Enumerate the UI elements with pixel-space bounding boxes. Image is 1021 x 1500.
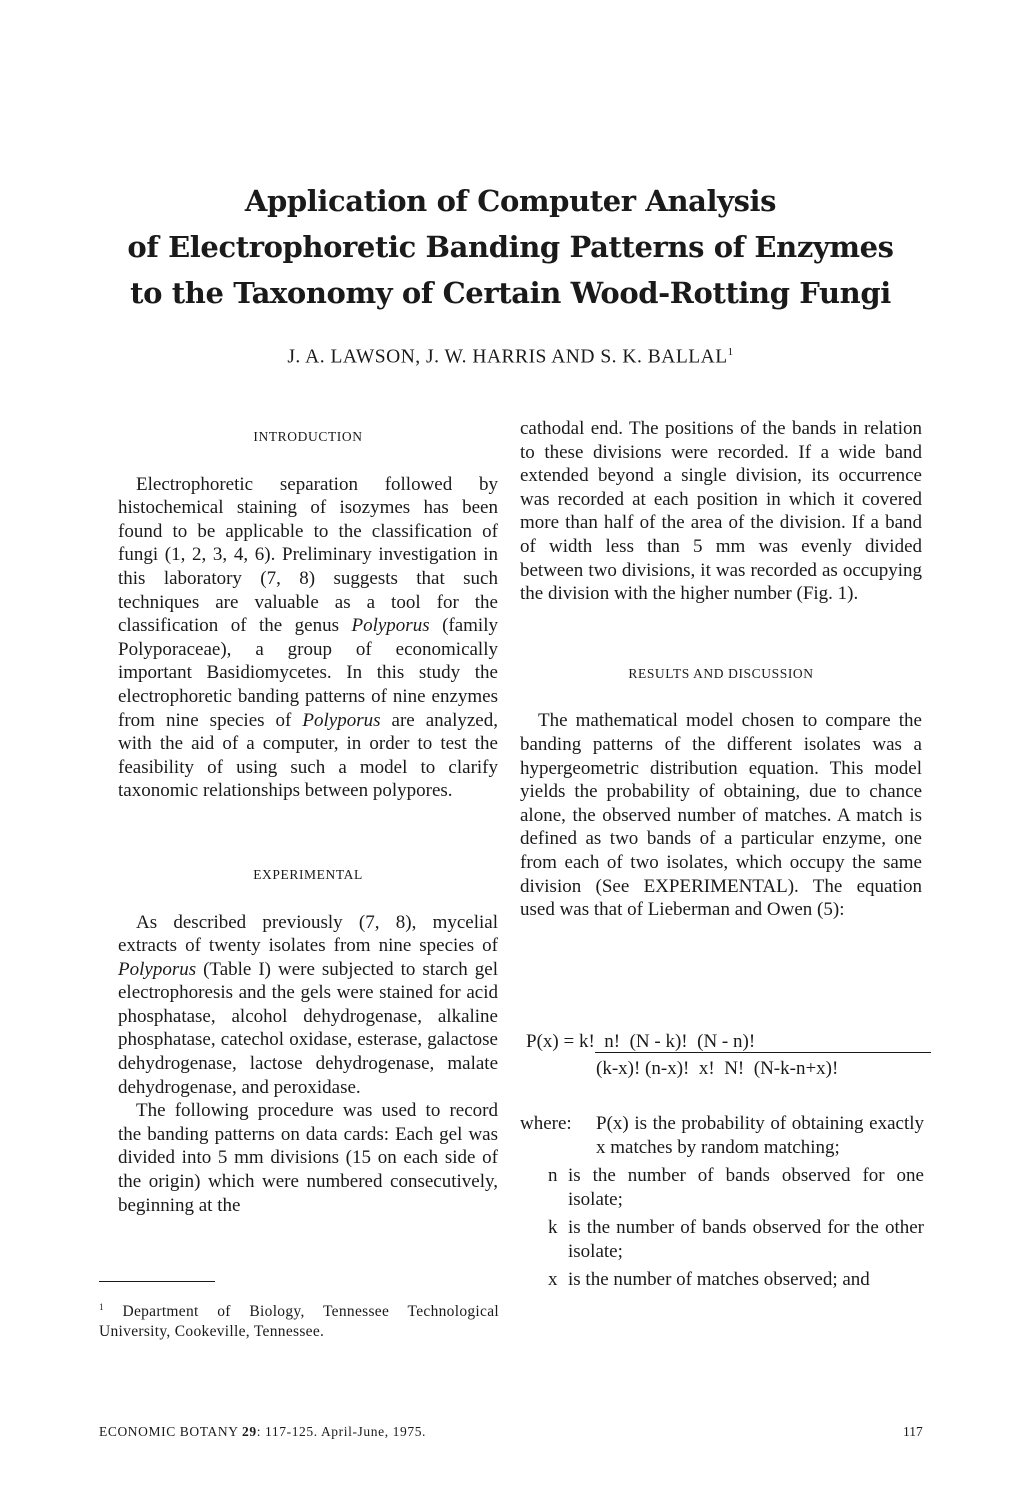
- variable-definitions: [520, 1112, 924, 1296]
- experimental-paragraph-2-continued: cathodal end. The positions of the bands in relation to these divisions were recorded. If a wide band extended beyond a single division, its occurrence was recorded at each position in which it covered more than half of the area of the division. If a band of width less than 5 mm was evenly divided between two divisions, it was recorded as occupying the division with the higher number (Fig. 1).: [520, 418, 922, 605]
- equation-denominator: (k-x)! (n-x)! x! N! (N-k-n+x)!: [596, 1058, 839, 1079]
- definition-row: [520, 1164, 924, 1212]
- definition-text: is the number of bands observed for the other isolate;: [568, 1217, 924, 1262]
- intro-text-c: are analyzed, with the aid of a computer, in order to test the feasibility of using such a model to clarify taxonomic relationships between polypores.: [118, 709, 498, 802]
- footnote-rule: [99, 1281, 215, 1282]
- footnote-mark: 1: [99, 1302, 104, 1312]
- intro-paragraph: [118, 473, 498, 803]
- heading-introduction: INTRODUCTION: [253, 429, 363, 444]
- title-line-1: Application of Computer Analysis: [244, 184, 777, 218]
- definition-text: P(x) is the probability of obtaining exactly x matches by random matching;: [596, 1113, 924, 1158]
- definition-row: [520, 1112, 924, 1160]
- article-title: [0, 178, 1021, 316]
- journal-volume: 29: [242, 1424, 257, 1439]
- experimental-paragraph-1: [118, 911, 498, 1100]
- definition-row: [520, 1268, 924, 1292]
- definition-symbol: n: [548, 1165, 558, 1186]
- footnote-text: Department of Biology, Tennessee Technological University, Cookeville, Tennessee.: [99, 1303, 499, 1341]
- genus-polyporus: Polyporus: [118, 958, 197, 980]
- left-column: [118, 417, 498, 1217]
- equation-lhs: P(x) =: [526, 1031, 579, 1052]
- author-line: [0, 346, 1021, 369]
- journal-name: ECONOMIC BOTANY: [99, 1424, 243, 1439]
- footnote: [99, 1297, 499, 1342]
- definition-text: is the number of matches observed; and: [568, 1269, 870, 1290]
- experimental-paragraph-2: The following procedure was used to record the banding patterns on data cards: Each gel was divided into 5 mm divisions (15 on each side of the origin) which were numbered consecutively, beginning at the: [118, 1100, 498, 1216]
- definitions-lead: where:: [520, 1113, 572, 1134]
- right-column: [520, 417, 922, 922]
- journal-citation: [99, 1424, 426, 1440]
- intro-text-b: (family Polyporaceae), a group of economically important Basidiomycetes. In this study the electrophoretic banding patterns of nine enzymes from nine species of: [118, 615, 498, 731]
- journal-pages: : 117-125. April-June, 1975.: [256, 1424, 427, 1439]
- definition-text: is the number of bands observed for one isolate;: [568, 1165, 924, 1210]
- title-line-3: to the Taxonomy of Certain Wood-Rotting Fungi: [130, 276, 891, 310]
- definition-row: [520, 1216, 924, 1264]
- definition-symbol: k: [548, 1217, 558, 1238]
- equation: [526, 1030, 755, 1054]
- authors-text: J. A. LAWSON, J. W. HARRIS AND S. K. BALLAL: [287, 346, 728, 368]
- intro-text-a: Electrophoretic separation followed by histochemical staining of isozymes has been found to be applicable to the classification of fungi (1, 2, 3, 4, 6). Preliminary investigation in this laboratory (7, 8) suggests that such techniques are valuable as a tool for the classification of the genus: [118, 473, 498, 637]
- heading-experimental: EXPERIMENTAL: [253, 866, 363, 882]
- author-footnote-mark: 1: [727, 346, 734, 358]
- definition-symbol: x: [548, 1269, 558, 1290]
- heading-results: RESULTS AND DISCUSSION: [628, 665, 814, 681]
- results-paragraph-1: The mathematical model chosen to compare the banding patterns of the different isolates was a hypergeometric distribution equation. This model yields the probability of obtaining, due to chance alone, the observed number of matches. A match is defined as two bands of a particular enzyme, one from each of two isolates, which occupy the same division (See EXPERIMENTAL). The equation used was that of Lieberman and Owen (5):: [520, 710, 922, 921]
- experimental-text-a: As described previously (7, 8), mycelial extracts of twenty isolates from nine species of: [118, 911, 498, 957]
- fraction-bar: [595, 1052, 931, 1053]
- experimental-text-b: (Table I) were subjected to starch gel electrophoresis and the gels were stained for acid phosphatase, alcohol dehydrogenase, alkaline phosphatase, catechol oxidase, esterase, galactose dehydrogenase, lactose dehydrogenase, malate dehydrogenase, and peroxidase.: [118, 958, 498, 1098]
- genus-polyporus: Polyporus: [351, 615, 430, 637]
- genus-polyporus: Polyporus: [302, 709, 381, 731]
- equation-numerator: k! n! (N - k)! (N - n)!: [578, 1031, 756, 1052]
- page-number: 117: [903, 1424, 923, 1439]
- title-line-2: of Electrophoretic Banding Patterns of Enzymes: [127, 230, 894, 264]
